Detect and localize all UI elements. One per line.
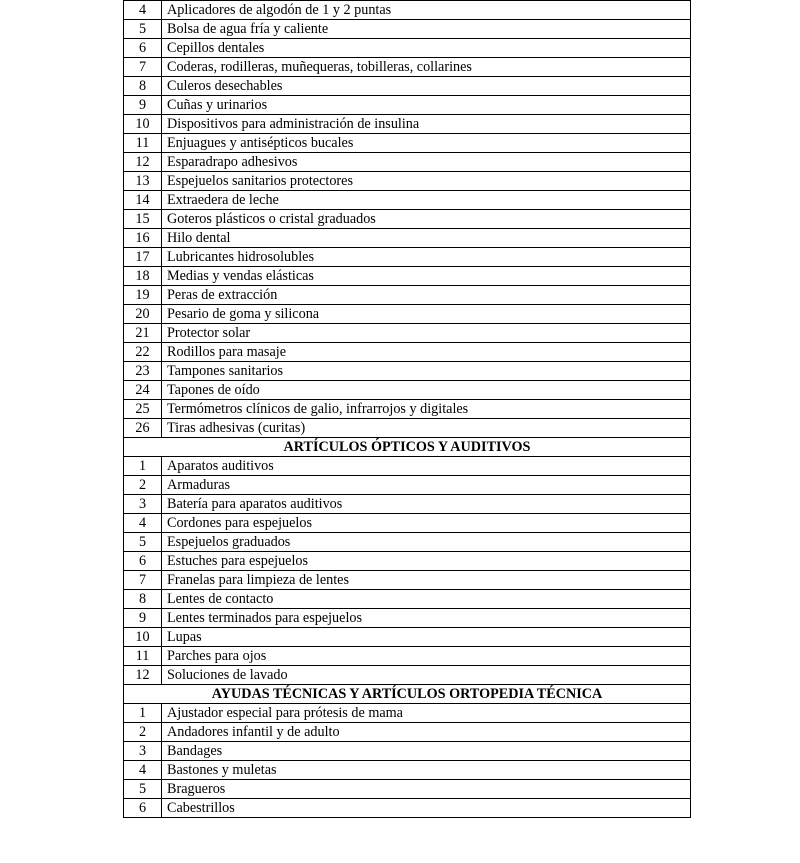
item-description: Parches para ojos (162, 647, 691, 666)
item-number: 17 (124, 248, 162, 267)
item-description: Andadores infantil y de adulto (162, 723, 691, 742)
item-number: 24 (124, 381, 162, 400)
item-description: Tapones de oído (162, 381, 691, 400)
table-row (124, 780, 691, 799)
item-description: Dispositivos para administración de insulina (162, 115, 691, 134)
item-description: Bandages (162, 742, 691, 761)
table-row (124, 761, 691, 780)
table-row (124, 666, 691, 685)
item-description: Culeros desechables (162, 77, 691, 96)
item-description: Tampones sanitarios (162, 362, 691, 381)
item-number: 13 (124, 172, 162, 191)
section-header-row (124, 438, 691, 457)
item-description: Aparatos auditivos (162, 457, 691, 476)
table-row (124, 115, 691, 134)
item-number: 25 (124, 400, 162, 419)
table-row (124, 39, 691, 58)
item-description: Esparadrapo adhesivos (162, 153, 691, 172)
item-number: 12 (124, 153, 162, 172)
item-description: Cordones para espejuelos (162, 514, 691, 533)
product-list-body (124, 1, 691, 818)
item-number: 6 (124, 39, 162, 58)
table-row (124, 191, 691, 210)
item-number: 10 (124, 115, 162, 134)
item-description: Pesario de goma y silicona (162, 305, 691, 324)
table-row (124, 172, 691, 191)
item-number: 10 (124, 628, 162, 647)
item-number: 9 (124, 609, 162, 628)
item-number: 3 (124, 495, 162, 514)
table-row (124, 248, 691, 267)
item-description: Espejuelos sanitarios protectores (162, 172, 691, 191)
item-number: 12 (124, 666, 162, 685)
table-row (124, 552, 691, 571)
item-number: 8 (124, 77, 162, 96)
item-description: Lupas (162, 628, 691, 647)
item-description: Bragueros (162, 780, 691, 799)
table-row (124, 343, 691, 362)
table-row (124, 723, 691, 742)
table-row (124, 305, 691, 324)
item-number: 22 (124, 343, 162, 362)
table-row (124, 609, 691, 628)
table-row (124, 362, 691, 381)
item-description: Franelas para limpieza de lentes (162, 571, 691, 590)
item-number: 1 (124, 704, 162, 723)
item-description: Bolsa de agua fría y caliente (162, 20, 691, 39)
item-number: 14 (124, 191, 162, 210)
item-description: Bastones y muletas (162, 761, 691, 780)
item-description: Cabestrillos (162, 799, 691, 818)
section-header-row (124, 685, 691, 704)
section-title: ARTÍCULOS ÓPTICOS Y AUDITIVOS (124, 438, 691, 457)
item-description: Lentes de contacto (162, 590, 691, 609)
table-row (124, 286, 691, 305)
item-number: 2 (124, 723, 162, 742)
table-row (124, 229, 691, 248)
table-row (124, 1, 691, 20)
item-number: 5 (124, 780, 162, 799)
item-number: 11 (124, 134, 162, 153)
section-title: AYUDAS TÉCNICAS Y ARTÍCULOS ORTOPEDIA TÉCNICA (124, 685, 691, 704)
table-row (124, 514, 691, 533)
item-description: Espejuelos graduados (162, 533, 691, 552)
table-row (124, 210, 691, 229)
table-row (124, 58, 691, 77)
item-description: Lentes terminados para espejuelos (162, 609, 691, 628)
table-row (124, 704, 691, 723)
table-row (124, 742, 691, 761)
table-row (124, 324, 691, 343)
table-row (124, 77, 691, 96)
item-description: Batería para aparatos auditivos (162, 495, 691, 514)
item-number: 6 (124, 552, 162, 571)
table-row (124, 153, 691, 172)
table-row (124, 533, 691, 552)
table-row (124, 495, 691, 514)
item-description: Rodillos para masaje (162, 343, 691, 362)
item-number: 19 (124, 286, 162, 305)
table-row (124, 400, 691, 419)
item-description: Soluciones de lavado (162, 666, 691, 685)
table-row (124, 381, 691, 400)
item-description: Termómetros clínicos de galio, infrarrojos y digitales (162, 400, 691, 419)
table-row (124, 628, 691, 647)
item-number: 11 (124, 647, 162, 666)
item-description: Aplicadores de algodón de 1 y 2 puntas (162, 1, 691, 20)
item-description: Ajustador especial para prótesis de mama (162, 704, 691, 723)
item-number: 9 (124, 96, 162, 115)
item-number: 7 (124, 571, 162, 590)
item-number: 18 (124, 267, 162, 286)
table-row (124, 571, 691, 590)
item-description: Goteros plásticos o cristal graduados (162, 210, 691, 229)
item-number: 26 (124, 419, 162, 438)
item-description: Armaduras (162, 476, 691, 495)
item-number: 6 (124, 799, 162, 818)
table-row (124, 799, 691, 818)
table-row (124, 134, 691, 153)
item-number: 4 (124, 1, 162, 20)
table-row (124, 476, 691, 495)
table-row (124, 647, 691, 666)
item-description: Estuches para espejuelos (162, 552, 691, 571)
item-description: Cepillos dentales (162, 39, 691, 58)
item-number: 1 (124, 457, 162, 476)
product-list-table (123, 0, 691, 818)
item-number: 16 (124, 229, 162, 248)
item-number: 21 (124, 324, 162, 343)
item-description: Medias y vendas elásticas (162, 267, 691, 286)
item-number: 8 (124, 590, 162, 609)
table-row (124, 96, 691, 115)
table-row (124, 590, 691, 609)
item-number: 2 (124, 476, 162, 495)
item-description: Coderas, rodilleras, muñequeras, tobilleras, collarines (162, 58, 691, 77)
table-row (124, 267, 691, 286)
item-number: 3 (124, 742, 162, 761)
item-description: Extraedera de leche (162, 191, 691, 210)
item-number: 15 (124, 210, 162, 229)
item-description: Protector solar (162, 324, 691, 343)
item-number: 20 (124, 305, 162, 324)
item-description: Lubricantes hidrosolubles (162, 248, 691, 267)
item-number: 23 (124, 362, 162, 381)
item-number: 5 (124, 20, 162, 39)
item-number: 5 (124, 533, 162, 552)
table-row (124, 20, 691, 39)
item-number: 7 (124, 58, 162, 77)
item-number: 4 (124, 761, 162, 780)
item-description: Hilo dental (162, 229, 691, 248)
item-description: Enjuagues y antisépticos bucales (162, 134, 691, 153)
item-description: Tiras adhesivas (curitas) (162, 419, 691, 438)
item-description: Peras de extracción (162, 286, 691, 305)
item-description: Cuñas y urinarios (162, 96, 691, 115)
table-row (124, 419, 691, 438)
table-row (124, 457, 691, 476)
item-number: 4 (124, 514, 162, 533)
